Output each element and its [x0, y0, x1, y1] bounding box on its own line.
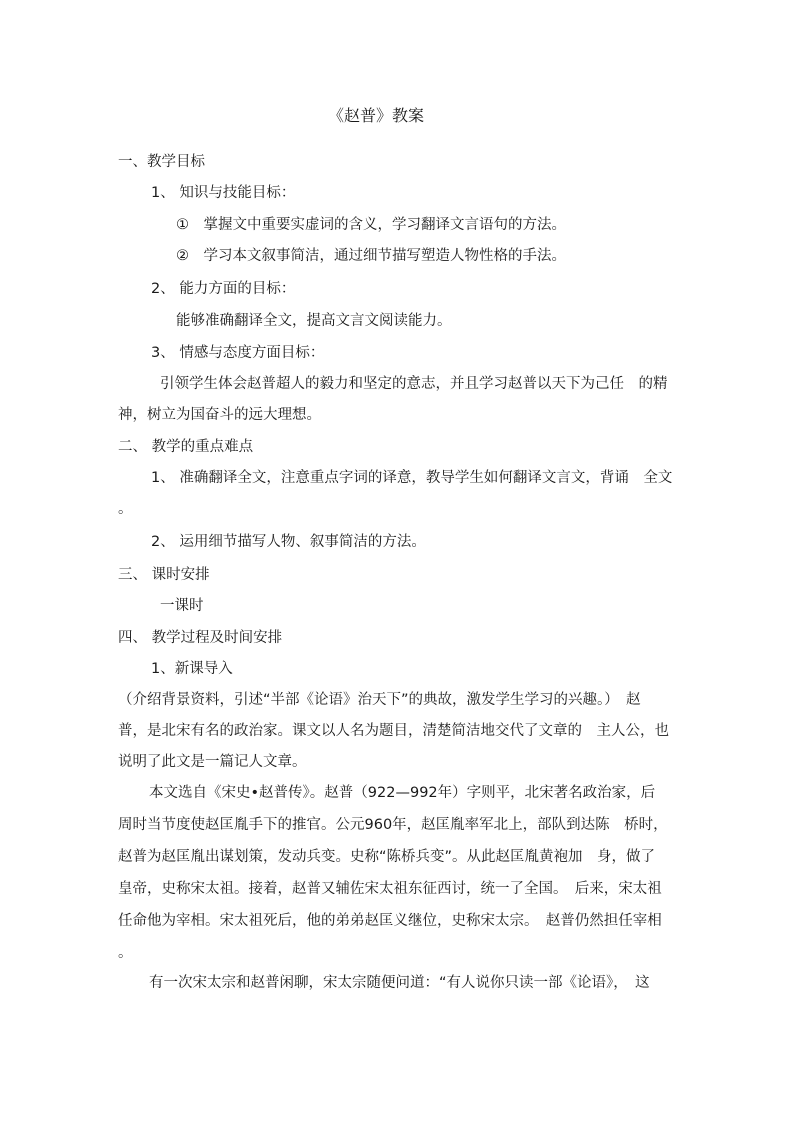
objective-1-item-1: ① 掌握文中重要实虚词的含义，学习翻译文言语句的方法。	[176, 217, 566, 233]
objective-3-text-line-2: 神，树立为国奋斗的远大理想。	[118, 407, 321, 423]
intro-paragraph-line-1: （介绍背景资料，引述“半部《论语》治天下”的典故，激发学生学习的兴趣。） 赵	[118, 692, 641, 708]
key-point-1-line-1: 1、 准确翻译全文，注意重点字词的译意，教导学生如何翻译文言文，背诵 全文	[151, 470, 673, 486]
section-1-heading: 一、教学目标	[118, 154, 205, 170]
objective-2-text: 能够准确翻译全文，提高文言文阅读能力。	[176, 313, 452, 329]
background-paragraph-line-6: 。	[118, 945, 133, 961]
section-3-heading: 三、 课时安排	[118, 567, 210, 583]
background-paragraph-line-2: 周时当节度使赵匡胤手下的推官。公元960年，赵匡胤率军北上，部队到达陈 桥时，	[118, 817, 668, 833]
intro-paragraph-line-2: 普，是北宋有名的政治家。课文以人名为题目，清楚简洁地交代了文章的 主人公，也	[118, 723, 669, 739]
anecdote-paragraph-line-1: 有一次宋太宗和赵普闲聊，宋太宗随便问道：“有人说你只读一部《论语》， 这	[149, 975, 650, 991]
key-point-1-line-2: 。	[118, 501, 133, 517]
document-title: 《赵普》教案	[328, 106, 425, 125]
objective-1-item-2: ② 学习本文叙事简洁，通过细节描写塑造人物性格的手法。	[176, 248, 566, 264]
section-3-text: 一课时	[160, 598, 204, 614]
background-paragraph-line-4: 皇帝，史称宋太祖。接着，赵普又辅佐宋太祖东征西讨，统一了全国。 后来，宋太祖	[118, 881, 662, 897]
objective-2: 2、 能力方面的目标：	[151, 281, 296, 297]
background-paragraph-line-3: 赵普为赵匡胤出谋划策，发动兵变。史称“陈桥兵变”。从此赵匡胤黄袍加 身，做了	[118, 849, 656, 865]
section-2-heading: 二、 教学的重点难点	[118, 439, 254, 455]
section-4-heading: 四、 教学过程及时间安排	[118, 630, 283, 646]
objective-3: 3、 情感与态度方面目标：	[151, 345, 325, 361]
intro-paragraph-line-3: 说明了此文是一篇记人文章。	[118, 754, 307, 770]
background-paragraph-line-5: 任命他为宰相。宋太祖死后，他的弟弟赵匡义继位，史称宋太宗。 赵普仍然担任宰相	[118, 913, 662, 929]
step-1: 1、新课导入	[151, 661, 233, 677]
background-paragraph-line-1: 本文选自《宋史•赵普传》。赵普（922—992年）字则平，北宋著名政治家，后	[149, 785, 656, 801]
objective-1: 1、 知识与技能目标：	[151, 185, 296, 201]
objective-3-text-line-1: 引领学生体会赵普超人的毅力和坚定的意志，并且学习赵普以天下为己任 的精	[160, 376, 668, 392]
key-point-2: 2、 运用细节描写人物、叙事简洁的方法。	[151, 534, 426, 550]
